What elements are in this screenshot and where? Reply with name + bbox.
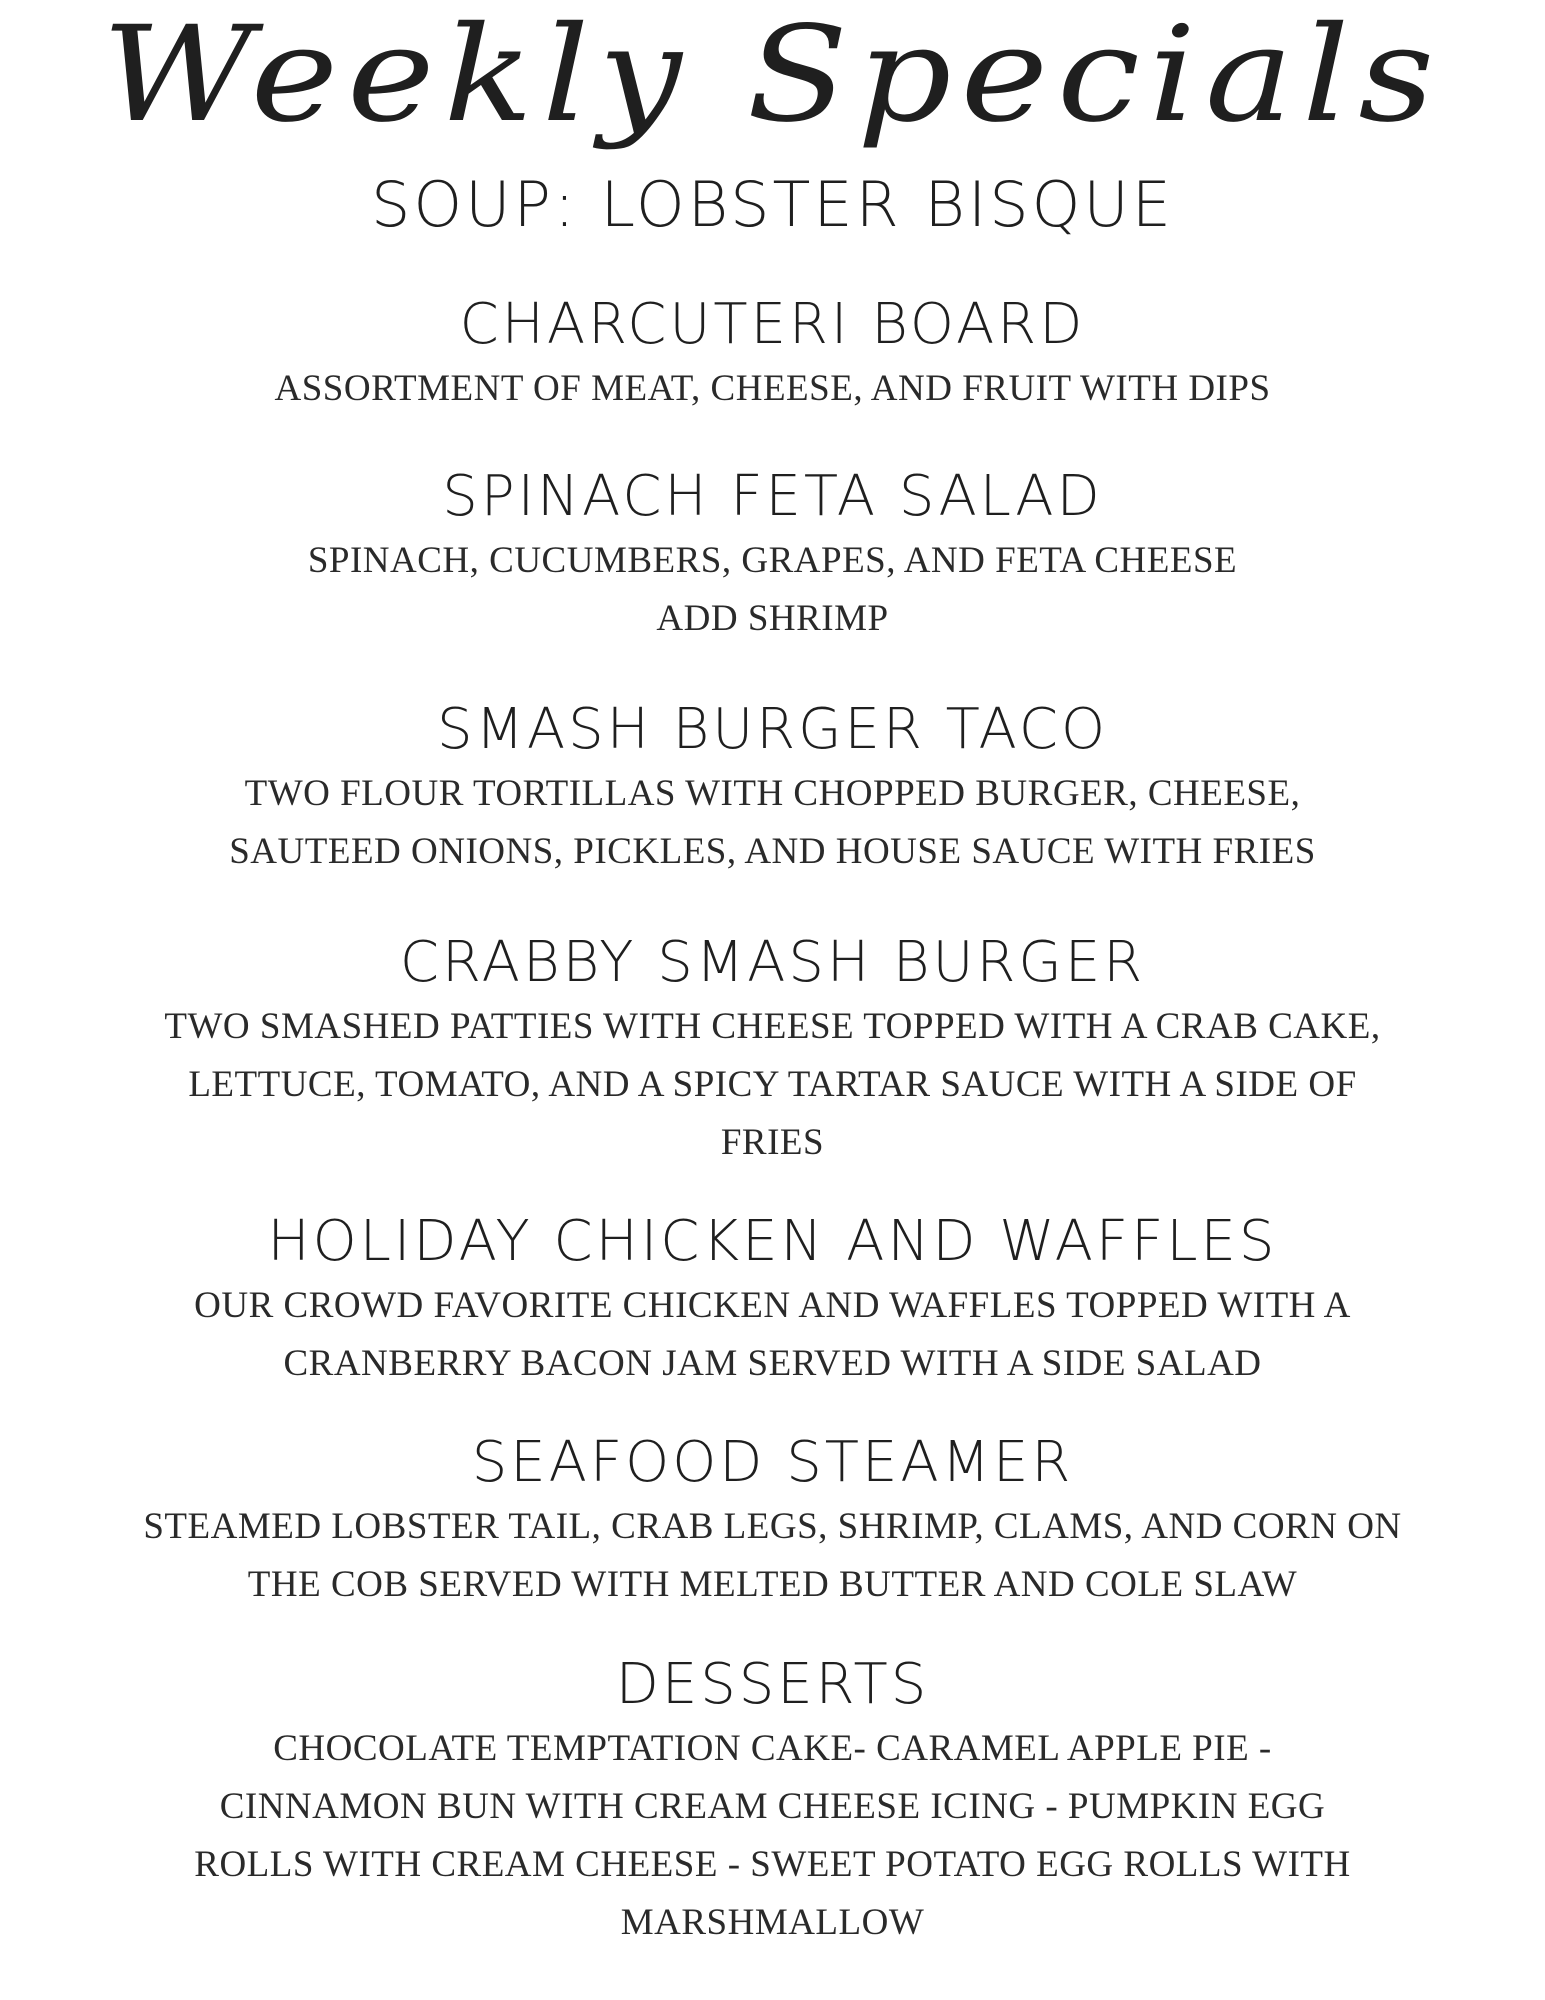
dish-name: HOLIDAY CHICKEN AND WAFFLES: [267, 1209, 1278, 1274]
dish-name: SPINACH FETA SALAD: [442, 464, 1103, 529]
description-line: MARSHMALLOW: [620, 1902, 925, 1943]
menu-section-spinach-feta-salad: [0, 462, 1545, 648]
description-line: SAUTEED ONIONS, PICKLES, AND HOUSE SAUCE WITH FRIES: [229, 831, 1316, 872]
menu-section-desserts: [0, 1650, 1545, 1952]
description-line: LETTUCE, TOMATO, AND A SPICY TARTAR SAUCE WITH A SIDE OF: [188, 1064, 1357, 1105]
dish-description: [0, 1498, 1545, 1614]
menu-section-crabby-smash-burger: [0, 928, 1545, 1172]
description-line: CHOCOLATE TEMPTATION CAKE- CARAMEL APPLE PIE -: [273, 1728, 1272, 1769]
dish-name: CHARCUTERI BOARD: [459, 292, 1086, 357]
soup-special: SOUP: LOBSTER BISQUE: [371, 168, 1174, 241]
description-line: OUR CROWD FAVORITE CHICKEN AND WAFFLES TOPPED WITH A: [194, 1285, 1351, 1326]
dish-name: DESSERTS: [615, 1652, 930, 1717]
description-line: THE COB SERVED WITH MELTED BUTTER AND COLE SLAW: [247, 1564, 1298, 1605]
dish-description: [0, 1720, 1545, 1952]
page-title: Weekly Specials: [101, 0, 1444, 152]
description-line: SPINACH, CUCUMBERS, GRAPES, AND FETA CHEESE: [307, 540, 1238, 581]
description-line: ROLLS WITH CREAM CHEESE - SWEET POTATO EGG ROLLS WITH: [194, 1844, 1351, 1885]
description-line: TWO FLOUR TORTILLAS WITH CHOPPED BURGER, CHEESE,: [244, 773, 1301, 814]
description-line: STEAMED LOBSTER TAIL, CRAB LEGS, SHRIMP, CLAMS, AND CORN ON: [143, 1506, 1402, 1547]
menu-section-charcuteri-board: [0, 290, 1545, 418]
description-line: ASSORTMENT OF MEAT, CHEESE, AND FRUIT WITH DIPS: [274, 368, 1271, 409]
menu-section-smash-burger-taco: [0, 695, 1545, 881]
dish-description: [0, 360, 1545, 418]
dish-name: CRABBY SMASH BURGER: [399, 930, 1146, 995]
dish-description: [0, 532, 1545, 648]
dish-description: [0, 765, 1545, 881]
dish-description: [0, 1277, 1545, 1393]
menu-section-holiday-chicken-and-waffles: [0, 1207, 1545, 1393]
dish-name: SMASH BURGER TACO: [436, 697, 1109, 762]
description-line: TWO SMASHED PATTIES WITH CHEESE TOPPED WITH A CRAB CAKE,: [164, 1006, 1381, 1047]
description-line: CRANBERRY BACON JAM SERVED WITH A SIDE SALAD: [283, 1343, 1262, 1384]
description-line: CINNAMON BUN WITH CREAM CHEESE ICING - PUMPKIN EGG: [219, 1786, 1326, 1827]
description-line: ADD SHRIMP: [656, 598, 889, 639]
menu-section-seafood-steamer: [0, 1428, 1545, 1614]
dish-description: [0, 998, 1545, 1172]
dish-name: SEAFOOD STEAMER: [471, 1430, 1074, 1495]
description-line: FRIES: [720, 1122, 825, 1163]
